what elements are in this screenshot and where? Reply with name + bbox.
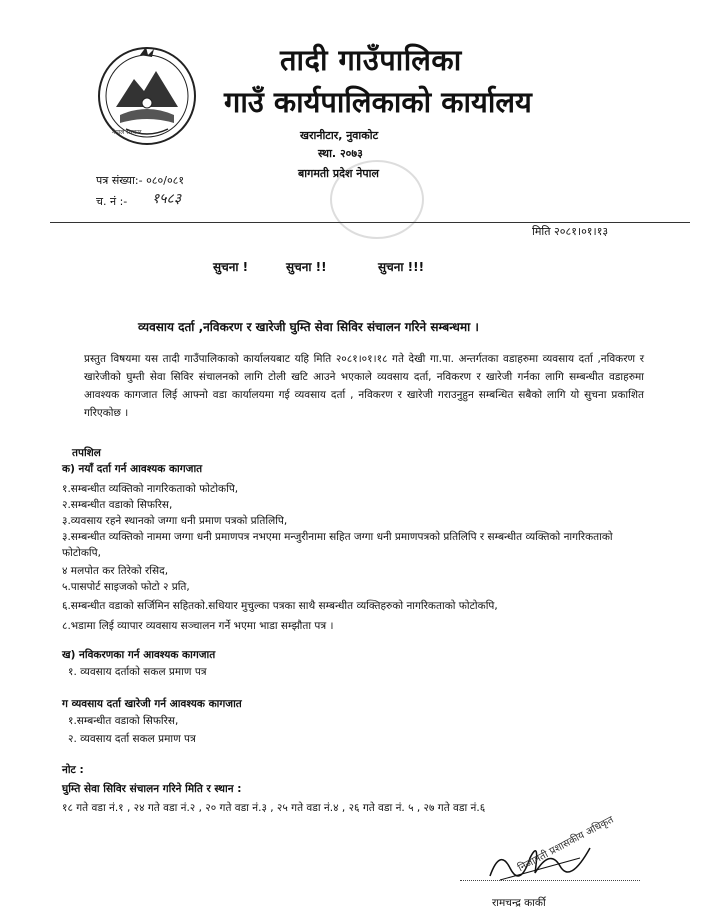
section-c-item: १.सम्बन्धीत वडाको सिफरिस, — [68, 715, 179, 727]
patra-sankhya: पत्र संख्या:- ०८०/०८१ — [96, 174, 185, 187]
notice-2: सुचना !! — [286, 260, 327, 274]
office-name: गाउँ कार्यपालिकाको कार्यालय — [224, 85, 532, 119]
section-b-item: १. व्यवसाय दर्ताको सकल प्रमाण पत्र — [68, 666, 207, 678]
note-heading: घुम्ति सेवा सिविर संचालन गरिने मिति र स्थान : — [62, 783, 242, 795]
address: खरानीटार, नुवाकोट — [300, 129, 379, 142]
signatory-name: रामचन्द्र कार्की — [492, 897, 546, 909]
notice-1: सुचना ! — [213, 260, 249, 274]
header-divider — [50, 222, 690, 223]
section-a-item: ५.पासपोर्ट साइजको फोटो २ प्रति, — [62, 581, 190, 593]
signature-line — [460, 880, 640, 881]
established: स्था. २०७३ — [318, 147, 363, 160]
date: मिति २०८१।०१।१३ — [532, 225, 609, 238]
details-heading: तपशिल — [72, 447, 101, 459]
section-a-item: ३.सम्बन्धीत व्यक्तिको नाममा जग्गा धनी प्रमाणपत्र नभएमा मन्जुरीनामा सहित जग्गा धनी प्रमाणपत्रको प्रतिलिपि र सम्बन्धीत व्यक्तिको नागरिकताको फोटोकपि, — [62, 531, 613, 559]
section-a-heading: क) नयाँ दर्ता गर्न आवश्यक कागजात — [62, 463, 203, 475]
province: बागमती प्रदेश नेपाल — [298, 167, 379, 180]
section-a-item: ४ मलपोत कर तिरेको रसिद, — [62, 565, 169, 577]
body-paragraph: प्रस्तुत विषयमा यस तादी गाउँपालिकाको कार्यालयबाट यहि मिति २०८१।०१।१८ गते देखी गा.पा. अन्तर्गतका वडाहरुमा व्यवसाय दर्ता ,नविकरण र खारेजीको घुम्ती सेवा सिविर संचालनको लागि टोली खटि आउने भएकाले व्यवसाय दर्ता, नविकरण र खारेजी गर्नका लागि सम्बन्धीत वडाहरुमा आवश्यक कागजात लिई आफ्नो वडा कार्यालयमा गई व्यवसाय दर्ता , नविकरण र खारेजी गराउनुहुन सम्बन्धित सबैको लागि यो सुचना प्रकाशित गरिएकोछ । — [84, 353, 644, 419]
note-schedule: १८ गते वडा नं.१ , २४ गते वडा नं.२ , २० गते वडा नं.३ , २५ गते वडा नं.४ , २६ गते वडा नं. ५ , २७ गते वडा नं.६ — [62, 802, 486, 814]
section-a-item: ३.व्यवसाय रहने स्थानको जग्गा धनी प्रमाण पत्रको प्रतिलिपि, — [62, 515, 288, 527]
note-label: नोट : — [62, 764, 84, 776]
section-c-heading: ग व्यवसाय दर्ता खारेजी गर्न आवश्यक कागजात — [62, 698, 242, 710]
subject-line: व्यवसाय दर्ता ,नविकरण र खारेजी घुम्ति सेवा सिविर संचालन गरिने सम्बन्धमा । — [138, 320, 479, 334]
section-a-item: ८.भडामा लिई व्यापार व्यवसाय सञ्चालन गर्ने भएमा भाडा सम्झौता पत्र । — [62, 620, 334, 632]
section-a-item: १.सम्बन्धीत व्यक्तिको नागरिकताको फोटोकपि, — [62, 483, 239, 495]
chalani-number: १५८३ — [152, 191, 182, 207]
signatory-title: निजामती प्रशासकीय अधिकृत — [516, 814, 616, 875]
section-a-item: ६.सम्बन्धीत वडाको सर्जिमिन सहितको.सधियार मुचुल्का पत्रका साथै सम्बन्धीत व्यक्तिहरुको नागरिकताको फोटोकपि, — [62, 600, 498, 612]
section-c-item: २. व्यवसाय दर्ता सकल प्रमाण पत्र — [68, 733, 196, 745]
emblem-text: नेपाल सरकार — [112, 129, 142, 136]
section-a-item: २.सम्बन्धीत वडाको सिफरिस, — [62, 499, 173, 511]
faded-stamp — [330, 160, 424, 239]
chalani-label: च. नं :- — [96, 195, 128, 208]
notice-3: सुचना !!! — [378, 260, 425, 274]
org-name: तादी गाउँपालिका — [280, 43, 462, 77]
section-b-heading: ख) नविकरणका गर्न आवश्यक कागजात — [62, 649, 216, 661]
